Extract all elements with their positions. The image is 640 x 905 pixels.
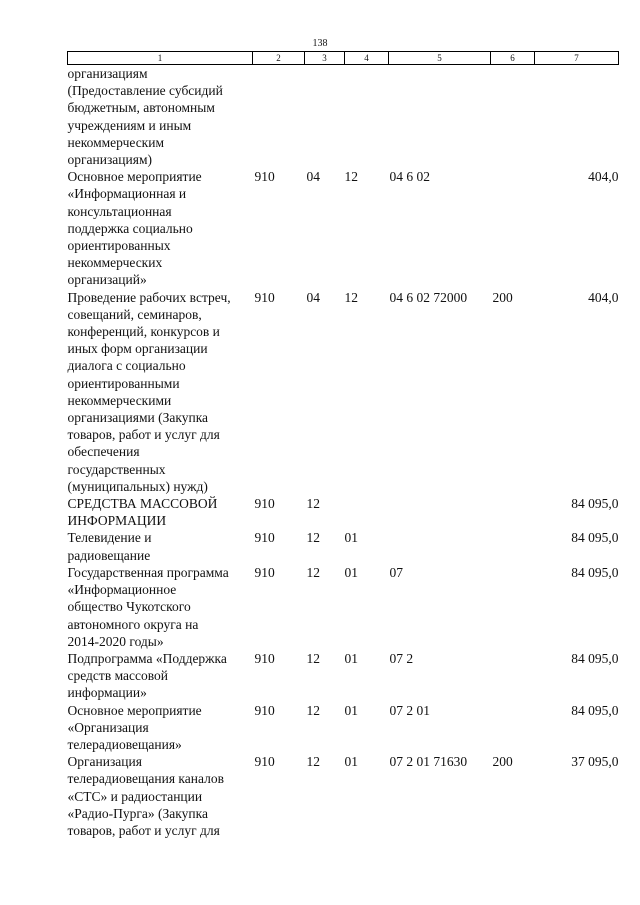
row-name: СРЕДСТВА МАССОВОЙ ИНФОРМАЦИИ — [67, 496, 218, 529]
header-col-2: 2 — [253, 52, 305, 65]
row-expense-type — [491, 650, 535, 702]
row-expense-type — [491, 564, 535, 650]
header-col-6: 6 — [491, 52, 535, 65]
table-row — [68, 753, 619, 839]
row-target-code: 07 2 01 71630 — [389, 754, 468, 770]
row-name: Основное мероприятие «Информационная и консультационная поддержка социально ориентированных некоммерческих организаций» — [67, 169, 202, 288]
row-expense-type: 200 — [492, 754, 513, 770]
row-section-code: 12 — [306, 754, 320, 770]
table-row — [68, 495, 619, 529]
table-row — [68, 564, 619, 650]
table-header — [68, 52, 619, 65]
row-amount: 404,0 — [588, 289, 619, 305]
header-col-7: 7 — [535, 52, 619, 65]
row-expense-type — [491, 702, 535, 754]
row-subsection-code: 01 — [344, 530, 358, 546]
row-subsection-code — [345, 495, 389, 529]
row-expense-type — [491, 65, 535, 169]
row-name: Проведение рабочих встреч, совещаний, семинаров, конференций, конкурсов и иных форм организации диалога с социально ориентированными некоммерческими организациями (Закупка товаров, работ и услуг для обеспечения государственных (муниципальных) нужд) — [67, 289, 231, 494]
row-target-code: 07 — [389, 564, 403, 580]
row-target-code: 07 2 — [389, 650, 414, 666]
table-row — [68, 289, 619, 495]
header-col-5: 5 — [389, 52, 491, 65]
table-body — [68, 65, 619, 840]
row-target-code: 04 6 02 — [389, 169, 430, 185]
header-row — [68, 52, 619, 65]
row-subsection-code: 01 — [344, 564, 358, 580]
row-name: Подпрограмма «Поддержка средств массовой информации» — [67, 650, 227, 701]
row-section-code: 12 — [306, 650, 320, 666]
header-col-3: 3 — [305, 52, 345, 65]
row-ministry-code: 910 — [254, 289, 275, 305]
row-section-code: 12 — [306, 702, 320, 718]
row-subsection-code: 12 — [344, 169, 358, 185]
row-section-code: 12 — [306, 564, 320, 580]
row-subsection-code: 01 — [344, 650, 358, 666]
row-target-code — [389, 65, 491, 169]
row-target-code: 04 6 02 72000 — [389, 289, 468, 305]
table-row — [68, 168, 619, 288]
row-ministry-code: 910 — [254, 496, 275, 512]
row-expense-type — [491, 168, 535, 288]
row-amount: 37 095,0 — [571, 754, 619, 770]
row-ministry-code: 910 — [254, 702, 275, 718]
table-row — [68, 650, 619, 702]
row-section-code: 12 — [306, 530, 320, 546]
row-ministry-code: 910 — [254, 564, 275, 580]
row-amount: 84 095,0 — [571, 496, 619, 512]
budget-table — [67, 51, 619, 839]
row-subsection-code: 12 — [344, 289, 358, 305]
row-section-code: 12 — [306, 496, 320, 512]
row-amount: 84 095,0 — [571, 650, 619, 666]
row-amount: 84 095,0 — [571, 530, 619, 546]
row-expense-type — [491, 495, 535, 529]
row-ministry-code: 910 — [254, 650, 275, 666]
row-ministry-code — [253, 65, 305, 169]
table-row — [68, 529, 619, 563]
page-number: 138 — [312, 38, 328, 49]
row-amount: 84 095,0 — [571, 564, 619, 580]
header-col-1: 1 — [68, 52, 253, 65]
table-row — [68, 65, 619, 169]
table-row — [68, 702, 619, 754]
row-target-code: 07 2 01 — [389, 702, 430, 718]
row-subsection-code: 01 — [344, 702, 358, 718]
row-section-code: 04 — [306, 169, 320, 185]
row-amount — [535, 65, 619, 169]
row-subsection-code: 01 — [344, 754, 358, 770]
row-expense-type: 200 — [492, 289, 513, 305]
row-name: Государственная программа «Информационное общество Чукотского автономного округа на 2014-2020 годы» — [67, 564, 229, 649]
row-section-code — [305, 65, 345, 169]
row-section-code: 04 — [306, 289, 320, 305]
row-subsection-code — [345, 65, 389, 169]
row-amount: 84 095,0 — [571, 702, 619, 718]
row-target-code — [389, 495, 491, 529]
row-ministry-code: 910 — [254, 754, 275, 770]
row-ministry-code: 910 — [254, 169, 275, 185]
header-col-4: 4 — [345, 52, 389, 65]
row-ministry-code: 910 — [254, 530, 275, 546]
row-target-code — [389, 529, 491, 563]
row-expense-type — [491, 529, 535, 563]
row-name: Основное мероприятие «Организация телерадиовещания» — [67, 702, 202, 752]
row-amount: 404,0 — [588, 169, 619, 185]
row-name: организациям (Предоставление субсидий бюджетным, автономным учреждениям и иным некоммерческим организациям) — [67, 66, 223, 168]
row-name: Телевидение и радиовещание — [67, 530, 152, 563]
row-name: Организация телерадиовещания каналов «СТС» и радиостанции «Радио-Пурга» (Закупка товаров, работ и услуг для — [67, 754, 224, 838]
